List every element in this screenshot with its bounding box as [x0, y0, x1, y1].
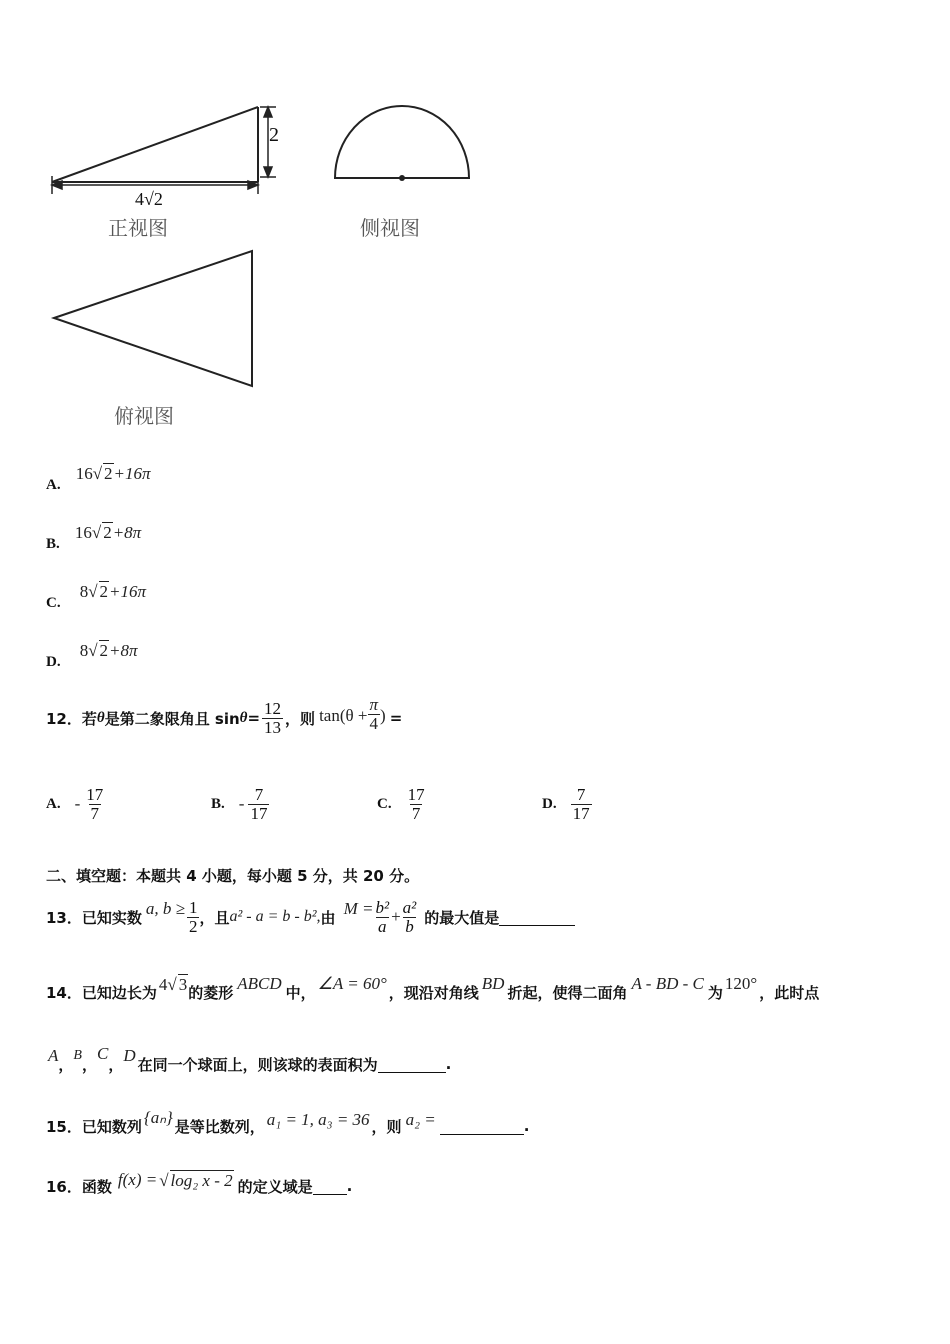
q13-stem: 13． 已知实数 a, b ≥ $\frac{1}{2}$ ，且 a² - a = b - b², 由 M = $\frac{\text{b²}}{a}$ + $\frac{\text{a²}}{b}$ 的最大值是 [46, 892, 575, 942]
option-expression: 16√ 2+8π [74, 523, 142, 542]
front-view-width-label: 4√2 [135, 189, 163, 209]
question-number: 14． [46, 983, 82, 1002]
answer-blank [499, 909, 575, 926]
answer-blank [378, 1056, 446, 1073]
question-number: 15． [46, 1117, 82, 1136]
tan-expression: tan(θ + $\frac{\pi}{4}$ ) [319, 694, 386, 733]
q12-option-a: A. - $\frac{17}{7}$ [46, 784, 104, 823]
option-letter: C. [46, 595, 61, 611]
q16-stem: 16． 函数 f(x) = √ log₂ x - 2 的定义域是 . [46, 1170, 353, 1196]
answer-blank [440, 1118, 524, 1135]
front-view-height-label: 2 [269, 124, 279, 146]
q12-option-b: B. - $\frac{7}{17}$ [211, 784, 268, 823]
side-view-center-dot [399, 175, 405, 181]
option-letter: B. [46, 536, 60, 552]
q12-options [46, 780, 666, 828]
side-view-caption: 侧视图 [360, 216, 420, 240]
option-letter: D. [46, 654, 61, 670]
answer-blank [313, 1178, 347, 1195]
question-number: 13． [46, 908, 82, 927]
option-letter: A. [46, 477, 61, 493]
top-view-triangle [54, 251, 252, 386]
option-expression: 8√ 2+8π [79, 641, 138, 660]
option-expression: 8√ 2+16π [79, 582, 147, 601]
q12-stem: 12． 若 θ 是第二象限角且 sin θ = $\frac{12}{13}$ ，则 tan(θ + $\frac{\pi}{4}$ ) = [46, 694, 403, 737]
q15-stem: 15． 已知数列 {aₙ} 是等比数列， a₁ = 1, a₃ = 36 ，则 a₂ = . [46, 1108, 530, 1136]
top-view-caption: 俯视图 [114, 404, 174, 428]
option-expression: 16√ 2+16π [75, 464, 151, 483]
q12-option-c: C. $\frac{17}{7}$ [377, 784, 425, 823]
question-number: 16． [46, 1177, 82, 1196]
q11-option-d [46, 640, 138, 670]
front-view-caption: 正视图 [108, 216, 168, 240]
front-view-triangle [52, 107, 258, 182]
question-number: 12． [46, 709, 82, 728]
q14-stem-line1: 14． 已知边长为 4√ 3 的菱形 ABCD 中， ∠A = 60° ，现沿对角线 BD 折起，使得二面角 A - BD - C 为 120° ，此时点 [46, 974, 820, 1002]
q11-option-a [46, 463, 151, 493]
front-view-dimension-lines [52, 107, 276, 194]
side-view-semicircle [335, 106, 469, 178]
sin-fraction: $\frac{12}{13}$ [264, 698, 282, 737]
q11-option-c [46, 581, 147, 611]
q14-stem-line2: A ， B ， C ， D 在同一个球面上，则该球的表面积为 . [48, 1044, 452, 1074]
section-heading: 二、填空题：本题共 4 小题，每小题 5 分，共 20 分。 [46, 867, 420, 885]
q12-option-d: D. $\frac{7}{17}$ [542, 784, 590, 823]
q11-option-b [46, 522, 142, 552]
